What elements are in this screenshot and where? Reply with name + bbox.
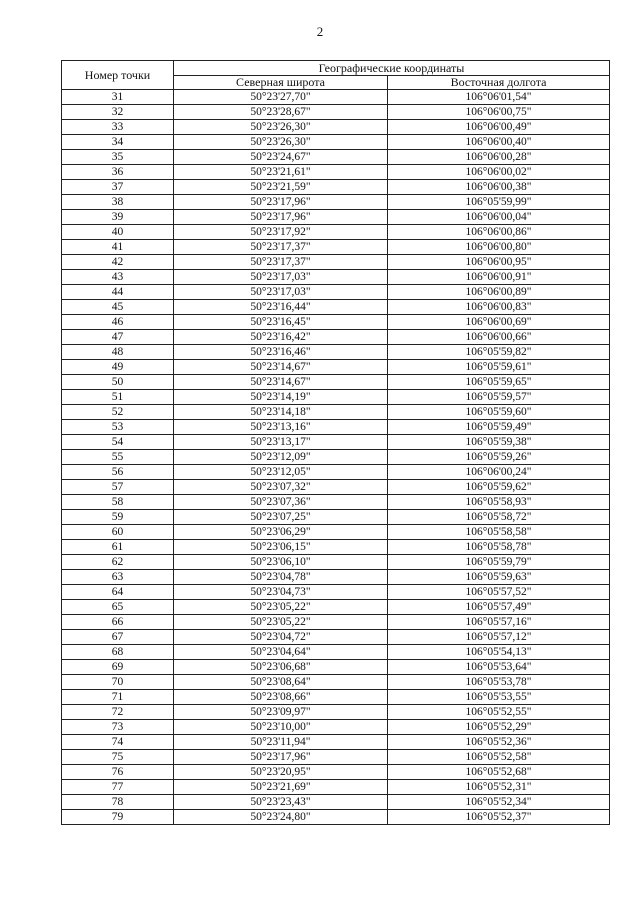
latitude-cell: 50°23'07,32" [174, 480, 388, 495]
longitude-cell: 106°05'57,52" [388, 585, 610, 600]
point-number-cell: 49 [62, 360, 174, 375]
latitude-cell: 50°23'09,97" [174, 705, 388, 720]
point-number-cell: 52 [62, 405, 174, 420]
latitude-cell: 50°23'14,67" [174, 360, 388, 375]
longitude-cell: 106°06'00,83" [388, 300, 610, 315]
table-row [62, 705, 610, 720]
latitude-cell: 50°23'16,42" [174, 330, 388, 345]
point-number-cell: 61 [62, 540, 174, 555]
point-number-cell: 68 [62, 645, 174, 660]
table-row [62, 675, 610, 690]
longitude-cell: 106°05'58,93" [388, 495, 610, 510]
table-row [62, 300, 610, 315]
longitude-cell: 106°06'00,66" [388, 330, 610, 345]
longitude-cell: 106°05'53,64" [388, 660, 610, 675]
table-row [62, 585, 610, 600]
point-number-cell: 55 [62, 450, 174, 465]
table-row [62, 195, 610, 210]
longitude-cell: 106°05'59,49" [388, 420, 610, 435]
point-number-cell: 79 [62, 810, 174, 825]
table-row [62, 465, 610, 480]
latitude-cell: 50°23'04,64" [174, 645, 388, 660]
table-row [62, 435, 610, 450]
latitude-cell: 50°23'04,78" [174, 570, 388, 585]
point-number-cell: 57 [62, 480, 174, 495]
longitude-cell: 106°05'57,49" [388, 600, 610, 615]
table-row [62, 570, 610, 585]
latitude-cell: 50°23'17,37" [174, 240, 388, 255]
header-geo-coordinates: Географические координаты [174, 61, 610, 76]
latitude-cell: 50°23'20,95" [174, 765, 388, 780]
latitude-cell: 50°23'14,18" [174, 405, 388, 420]
point-number-cell: 32 [62, 105, 174, 120]
table-row [62, 315, 610, 330]
point-number-cell: 40 [62, 225, 174, 240]
longitude-cell: 106°05'58,58" [388, 525, 610, 540]
longitude-cell: 106°06'01,54" [388, 90, 610, 105]
point-number-cell: 64 [62, 585, 174, 600]
point-number-cell: 35 [62, 150, 174, 165]
latitude-cell: 50°23'17,03" [174, 270, 388, 285]
point-number-cell: 72 [62, 705, 174, 720]
latitude-cell: 50°23'05,22" [174, 615, 388, 630]
point-number-cell: 69 [62, 660, 174, 675]
longitude-cell: 106°05'58,78" [388, 540, 610, 555]
longitude-cell: 106°06'00,69" [388, 315, 610, 330]
table-row [62, 600, 610, 615]
latitude-cell: 50°23'14,67" [174, 375, 388, 390]
header-latitude: Северная широта [174, 76, 388, 90]
point-number-cell: 38 [62, 195, 174, 210]
longitude-cell: 106°05'59,57" [388, 390, 610, 405]
point-number-cell: 60 [62, 525, 174, 540]
table-row [62, 720, 610, 735]
latitude-cell: 50°23'07,25" [174, 510, 388, 525]
point-number-cell: 59 [62, 510, 174, 525]
longitude-cell: 106°06'00,91" [388, 270, 610, 285]
latitude-cell: 50°23'16,46" [174, 345, 388, 360]
table-row [62, 510, 610, 525]
table-row [62, 735, 610, 750]
table-row [62, 540, 610, 555]
longitude-cell: 106°06'00,89" [388, 285, 610, 300]
longitude-cell: 106°05'59,62" [388, 480, 610, 495]
table-row [62, 150, 610, 165]
table-row [62, 165, 610, 180]
point-number-cell: 58 [62, 495, 174, 510]
point-number-cell: 63 [62, 570, 174, 585]
latitude-cell: 50°23'17,92" [174, 225, 388, 240]
latitude-cell: 50°23'10,00" [174, 720, 388, 735]
longitude-cell: 106°06'00,04" [388, 210, 610, 225]
longitude-cell: 106°06'00,02" [388, 165, 610, 180]
point-number-cell: 71 [62, 690, 174, 705]
longitude-cell: 106°06'00,86" [388, 225, 610, 240]
latitude-cell: 50°23'11,94" [174, 735, 388, 750]
point-number-cell: 77 [62, 780, 174, 795]
point-number-cell: 70 [62, 675, 174, 690]
table-row [62, 420, 610, 435]
longitude-cell: 106°05'59,82" [388, 345, 610, 360]
table-row [62, 120, 610, 135]
table-row [62, 135, 610, 150]
point-number-cell: 45 [62, 300, 174, 315]
table-row [62, 780, 610, 795]
latitude-cell: 50°23'06,10" [174, 555, 388, 570]
table-row [62, 345, 610, 360]
point-number-cell: 74 [62, 735, 174, 750]
longitude-cell: 106°06'00,75" [388, 105, 610, 120]
latitude-cell: 50°23'07,36" [174, 495, 388, 510]
point-number-cell: 34 [62, 135, 174, 150]
longitude-cell: 106°05'57,12" [388, 630, 610, 645]
point-number-cell: 47 [62, 330, 174, 345]
latitude-cell: 50°23'12,05" [174, 465, 388, 480]
table-row [62, 660, 610, 675]
longitude-cell: 106°05'59,26" [388, 450, 610, 465]
table-row [62, 645, 610, 660]
longitude-cell: 106°05'53,55" [388, 690, 610, 705]
latitude-cell: 50°23'23,43" [174, 795, 388, 810]
longitude-cell: 106°06'00,80" [388, 240, 610, 255]
point-number-cell: 54 [62, 435, 174, 450]
point-number-cell: 53 [62, 420, 174, 435]
table-row [62, 450, 610, 465]
point-number-cell: 67 [62, 630, 174, 645]
longitude-cell: 106°05'52,34" [388, 795, 610, 810]
longitude-cell: 106°05'59,65" [388, 375, 610, 390]
latitude-cell: 50°23'17,96" [174, 210, 388, 225]
latitude-cell: 50°23'06,68" [174, 660, 388, 675]
longitude-cell: 106°06'00,40" [388, 135, 610, 150]
longitude-cell: 106°06'00,28" [388, 150, 610, 165]
table-row [62, 240, 610, 255]
table-row [62, 270, 610, 285]
point-number-cell: 56 [62, 465, 174, 480]
table-row [62, 690, 610, 705]
latitude-cell: 50°23'17,96" [174, 195, 388, 210]
longitude-cell: 106°05'52,55" [388, 705, 610, 720]
latitude-cell: 50°23'13,16" [174, 420, 388, 435]
point-number-cell: 42 [62, 255, 174, 270]
latitude-cell: 50°23'24,67" [174, 150, 388, 165]
table-row [62, 555, 610, 570]
point-number-cell: 31 [62, 90, 174, 105]
longitude-cell: 106°05'59,63" [388, 570, 610, 585]
table-row [62, 810, 610, 825]
point-number-cell: 44 [62, 285, 174, 300]
latitude-cell: 50°23'14,19" [174, 390, 388, 405]
longitude-cell: 106°05'52,29" [388, 720, 610, 735]
latitude-cell: 50°23'26,30" [174, 120, 388, 135]
latitude-cell: 50°23'17,03" [174, 285, 388, 300]
longitude-cell: 106°05'59,99" [388, 195, 610, 210]
longitude-cell: 106°06'00,95" [388, 255, 610, 270]
point-number-cell: 78 [62, 795, 174, 810]
table-row [62, 795, 610, 810]
longitude-cell: 106°06'00,38" [388, 180, 610, 195]
table-row [62, 90, 610, 105]
point-number-cell: 39 [62, 210, 174, 225]
longitude-cell: 106°05'59,79" [388, 555, 610, 570]
table-row [62, 480, 610, 495]
table-row [62, 630, 610, 645]
point-number-cell: 48 [62, 345, 174, 360]
longitude-cell: 106°05'52,58" [388, 750, 610, 765]
latitude-cell: 50°23'17,37" [174, 255, 388, 270]
point-number-cell: 33 [62, 120, 174, 135]
table-row [62, 225, 610, 240]
table-row [62, 330, 610, 345]
table-row [62, 180, 610, 195]
longitude-cell: 106°05'59,38" [388, 435, 610, 450]
latitude-cell: 50°23'06,15" [174, 540, 388, 555]
latitude-cell: 50°23'21,59" [174, 180, 388, 195]
table-row [62, 105, 610, 120]
latitude-cell: 50°23'27,70" [174, 90, 388, 105]
latitude-cell: 50°23'05,22" [174, 600, 388, 615]
longitude-cell: 106°05'59,60" [388, 405, 610, 420]
longitude-cell: 106°05'52,36" [388, 735, 610, 750]
table-row [62, 390, 610, 405]
point-number-cell: 51 [62, 390, 174, 405]
latitude-cell: 50°23'06,29" [174, 525, 388, 540]
table-row [62, 360, 610, 375]
point-number-cell: 75 [62, 750, 174, 765]
point-number-cell: 43 [62, 270, 174, 285]
latitude-cell: 50°23'13,17" [174, 435, 388, 450]
table-row [62, 210, 610, 225]
latitude-cell: 50°23'08,64" [174, 675, 388, 690]
table-row [62, 405, 610, 420]
latitude-cell: 50°23'08,66" [174, 690, 388, 705]
latitude-cell: 50°23'26,30" [174, 135, 388, 150]
latitude-cell: 50°23'17,96" [174, 750, 388, 765]
longitude-cell: 106°05'54,13" [388, 645, 610, 660]
table-row [62, 750, 610, 765]
latitude-cell: 50°23'12,09" [174, 450, 388, 465]
longitude-cell: 106°05'52,31" [388, 780, 610, 795]
longitude-cell: 106°05'59,61" [388, 360, 610, 375]
longitude-cell: 106°05'57,16" [388, 615, 610, 630]
header-point-number: Номер точки [62, 61, 174, 90]
latitude-cell: 50°23'21,69" [174, 780, 388, 795]
latitude-cell: 50°23'04,73" [174, 585, 388, 600]
point-number-cell: 36 [62, 165, 174, 180]
point-number-cell: 66 [62, 615, 174, 630]
point-number-cell: 46 [62, 315, 174, 330]
latitude-cell: 50°23'24,80" [174, 810, 388, 825]
point-number-cell: 41 [62, 240, 174, 255]
latitude-cell: 50°23'21,61" [174, 165, 388, 180]
point-number-cell: 76 [62, 765, 174, 780]
longitude-cell: 106°05'52,37" [388, 810, 610, 825]
latitude-cell: 50°23'28,67" [174, 105, 388, 120]
table-body [62, 90, 610, 825]
latitude-cell: 50°23'04,72" [174, 630, 388, 645]
longitude-cell: 106°05'53,78" [388, 675, 610, 690]
coordinates-table [61, 60, 610, 825]
table-row [62, 255, 610, 270]
point-number-cell: 73 [62, 720, 174, 735]
header-longitude: Восточная долгота [388, 76, 610, 90]
longitude-cell: 106°05'52,68" [388, 765, 610, 780]
table-row [62, 525, 610, 540]
point-number-cell: 37 [62, 180, 174, 195]
point-number-cell: 50 [62, 375, 174, 390]
point-number-cell: 62 [62, 555, 174, 570]
point-number-cell: 65 [62, 600, 174, 615]
page-number: 2 [316, 24, 324, 39]
table-row [62, 495, 610, 510]
table-row [62, 375, 610, 390]
table-row [62, 615, 610, 630]
longitude-cell: 106°05'58,72" [388, 510, 610, 525]
table-row [62, 765, 610, 780]
table-row [62, 285, 610, 300]
longitude-cell: 106°06'00,24" [388, 465, 610, 480]
latitude-cell: 50°23'16,45" [174, 315, 388, 330]
latitude-cell: 50°23'16,44" [174, 300, 388, 315]
longitude-cell: 106°06'00,49" [388, 120, 610, 135]
